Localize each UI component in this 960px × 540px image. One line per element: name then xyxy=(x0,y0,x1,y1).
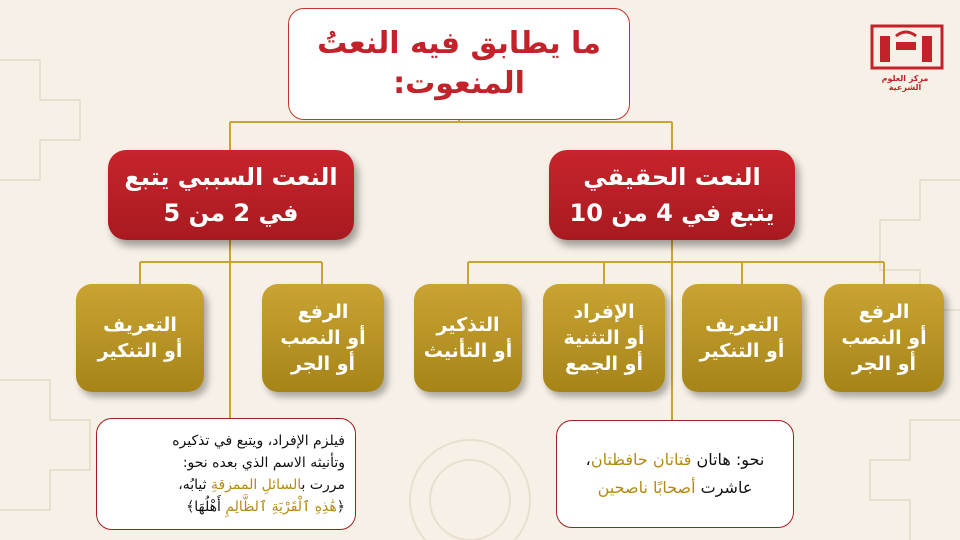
highlight-word: أصحابًا xyxy=(652,478,696,497)
causal-heading-line-1: النعت السببي يتبع xyxy=(124,163,338,191)
causal-item-definiteness xyxy=(76,284,204,392)
title-line-1: ما يطابق فيه النعتُ xyxy=(317,26,601,61)
diagram-title xyxy=(288,8,630,120)
example-text: عاشرت xyxy=(700,478,753,497)
item-line: أو الجر xyxy=(851,353,917,375)
causal-example-note xyxy=(96,418,356,530)
item-line: أو الجمع xyxy=(565,353,643,375)
causal-example-line-4 xyxy=(186,496,345,518)
highlight-word: فتاتان xyxy=(652,450,692,469)
item-line: التعريف xyxy=(705,314,779,336)
item-line: التذكير xyxy=(436,314,500,336)
item-line: أو التنكير xyxy=(699,340,785,362)
real-example-note xyxy=(556,420,794,528)
causal-heading-line-2: في 2 من 5 xyxy=(163,199,299,227)
brand-logo xyxy=(866,22,944,94)
causal-item-case xyxy=(262,284,384,392)
causal-example-line-2: وتأنيثه الاسم الذي بعده نحو: xyxy=(182,455,345,471)
item-line: التعريف xyxy=(103,314,177,336)
causal-adjective-box xyxy=(108,150,354,240)
real-example-line-1 xyxy=(586,446,765,474)
title-line-2: المنعوت: xyxy=(393,66,525,101)
item-line: أو التأنيث xyxy=(423,340,513,362)
real-item-case xyxy=(824,284,944,392)
example-text: مررت ب xyxy=(301,477,345,493)
highlight-word: هَٰذِهِ ٱلْقَرْيَةِ ٱلظَّالِمِ xyxy=(225,499,337,515)
example-text: ﴿ xyxy=(336,499,345,515)
real-item-definiteness xyxy=(682,284,802,392)
item-line: أو النصب xyxy=(280,327,366,349)
example-text: ثيابُه، xyxy=(178,477,211,493)
logo-subtitle: مركز العلوم الشرعية xyxy=(881,74,929,92)
item-line: أو التنكير xyxy=(97,340,183,362)
item-line: أو الجر xyxy=(290,353,356,375)
item-line: الرفع xyxy=(297,301,349,323)
item-line: أو النصب xyxy=(841,327,927,349)
highlight-word: ناصحين xyxy=(597,478,648,497)
example-text: نحو: هاتان xyxy=(696,450,765,469)
item-line: أو التثنية xyxy=(563,327,645,349)
causal-example-line-1: فيلزم الإفراد، ويتبع في تذكيره xyxy=(172,433,345,449)
real-item-number xyxy=(543,284,665,392)
highlight-word: حافظتان xyxy=(590,450,648,469)
real-example-line-2 xyxy=(598,474,753,502)
example-text: أَهْلُهَا xyxy=(194,499,226,515)
real-heading-line-2: يتبع في 4 من 10 xyxy=(569,199,775,227)
item-line: الإفراد xyxy=(573,301,635,323)
causal-example-line-3 xyxy=(178,474,345,496)
real-item-gender xyxy=(414,284,522,392)
real-heading-line-1: النعت الحقيقي xyxy=(583,163,761,191)
real-adjective-box xyxy=(549,150,795,240)
item-line: الرفع xyxy=(858,301,910,323)
example-text: ، xyxy=(585,450,591,469)
highlight-word: السائلِ الممزقةِ xyxy=(210,477,302,493)
example-text: ﴾ xyxy=(186,499,195,515)
